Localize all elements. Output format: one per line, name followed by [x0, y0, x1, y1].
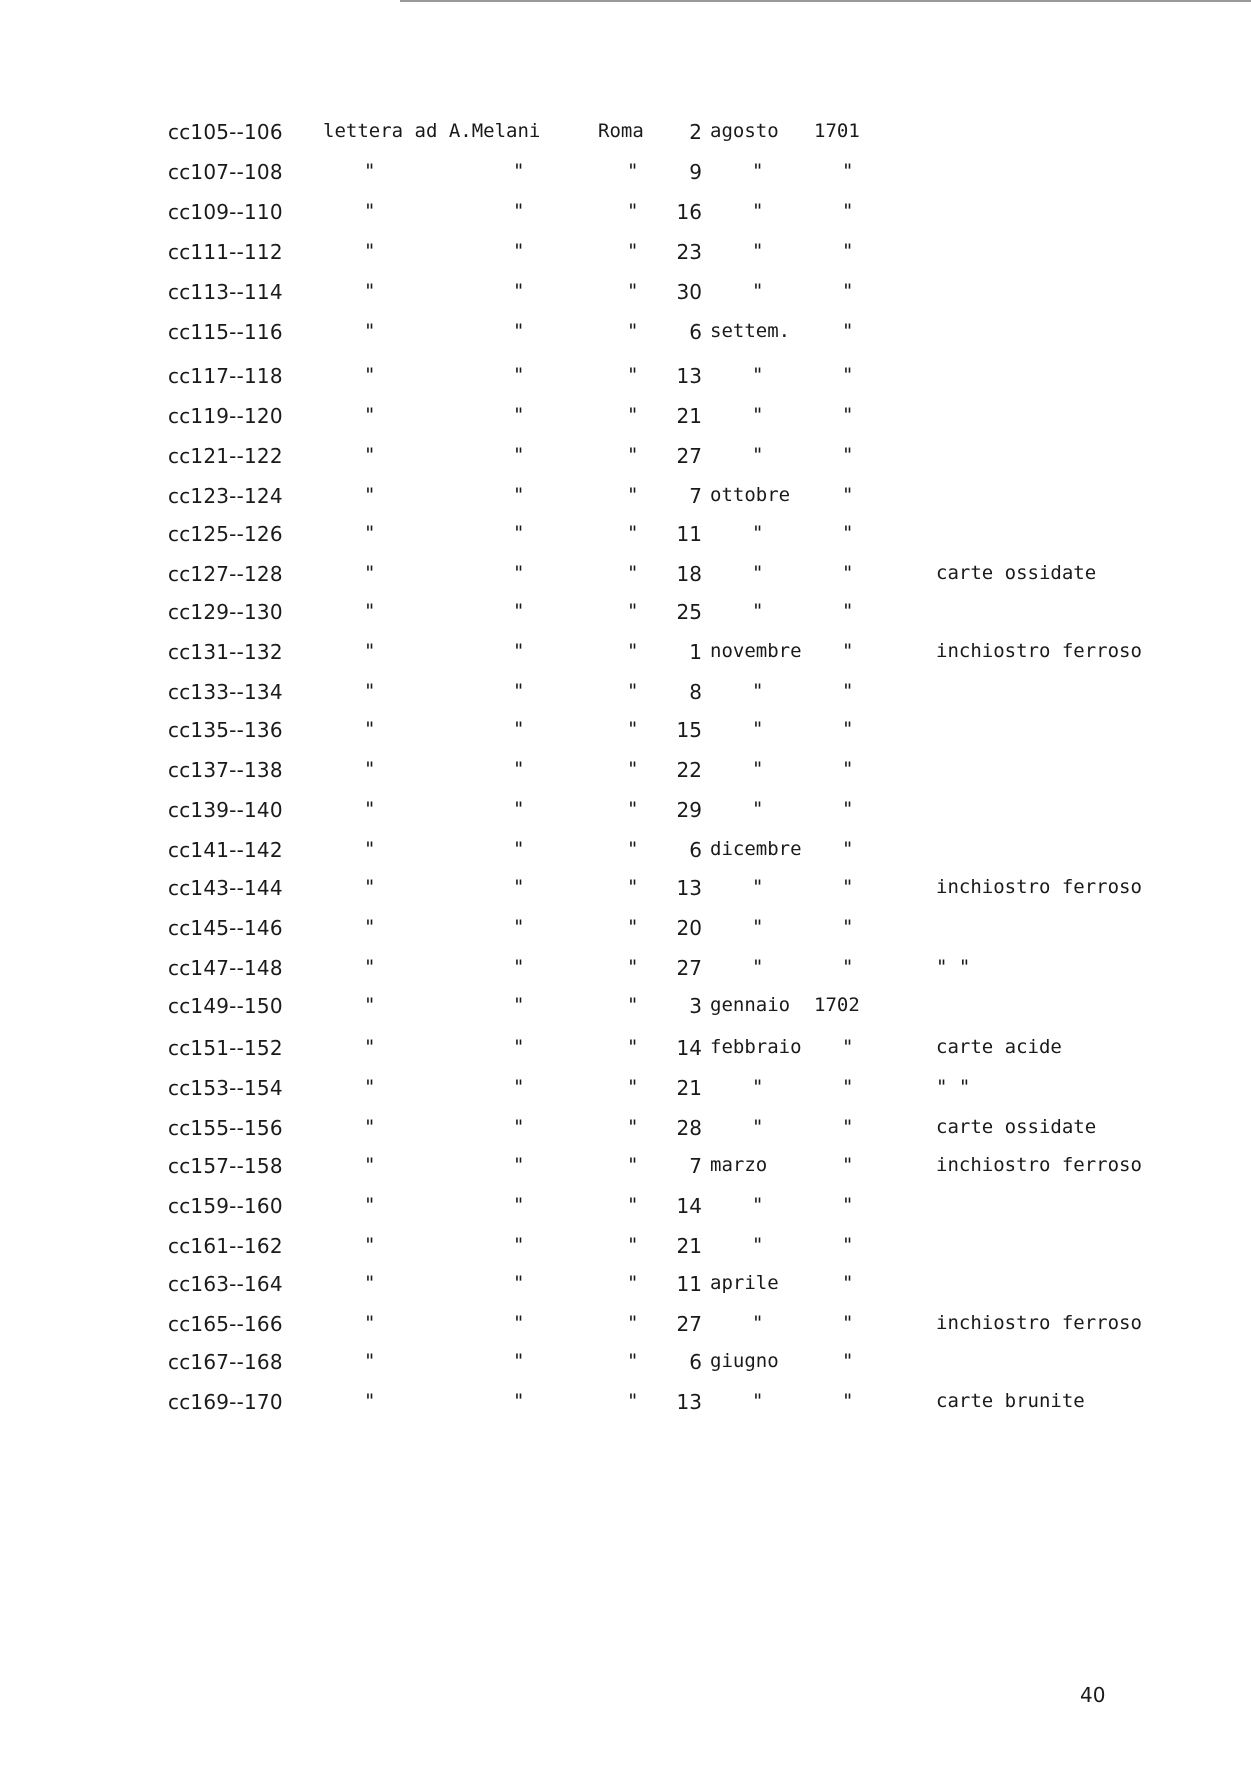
- month: ": [752, 600, 764, 622]
- table-row: [0, 956, 1251, 986]
- carte-reference: cc123--124: [168, 484, 283, 508]
- document-type: ": [364, 320, 376, 342]
- carte-reference: cc105--106: [168, 120, 283, 144]
- carte-reference: cc111--112: [168, 240, 283, 264]
- month: ": [752, 280, 764, 302]
- recipient-ditto: ": [513, 320, 525, 342]
- month: giugno: [710, 1350, 779, 1372]
- day: 21: [676, 1234, 702, 1258]
- table-row: [0, 600, 1251, 630]
- month: ": [752, 1076, 764, 1098]
- month: agosto: [710, 120, 779, 142]
- month: marzo: [710, 1154, 768, 1176]
- day: 8: [689, 680, 702, 704]
- document-type: ": [364, 956, 376, 978]
- month: ": [752, 522, 764, 544]
- recipient-ditto: ": [513, 994, 525, 1016]
- document-type: ": [364, 1272, 376, 1294]
- day: 6: [689, 1350, 702, 1374]
- day: 18: [676, 562, 702, 586]
- place: ": [627, 640, 639, 662]
- day: 3: [689, 994, 702, 1018]
- document-type: ": [364, 280, 376, 302]
- place: ": [627, 838, 639, 860]
- day: 15: [676, 718, 702, 742]
- year: ": [842, 1390, 854, 1412]
- document-type: ": [364, 1116, 376, 1138]
- month: ": [752, 1194, 764, 1216]
- condition-note: carte brunite: [936, 1390, 1085, 1412]
- table-row: [0, 484, 1251, 514]
- carte-reference: cc133--134: [168, 680, 283, 704]
- day: 21: [676, 1076, 702, 1100]
- table-row: [0, 1194, 1251, 1224]
- recipient-ditto: ": [513, 1194, 525, 1216]
- condition-note: " ": [936, 956, 971, 978]
- condition-note: carte ossidate: [936, 1116, 1097, 1138]
- month: ": [752, 876, 764, 898]
- month: febbraio: [710, 1036, 802, 1058]
- place: ": [627, 484, 639, 506]
- day: 13: [676, 364, 702, 388]
- table-row: [0, 838, 1251, 868]
- recipient-ditto: ": [513, 916, 525, 938]
- table-row: [0, 1350, 1251, 1380]
- table-row: [0, 1272, 1251, 1302]
- recipient-ditto: ": [513, 200, 525, 222]
- place: ": [627, 758, 639, 780]
- month: ottobre: [710, 484, 791, 506]
- document-type: ": [364, 640, 376, 662]
- place: ": [627, 994, 639, 1016]
- recipient-ditto: ": [513, 1076, 525, 1098]
- condition-note: inchiostro ferroso: [936, 876, 1142, 898]
- year: ": [842, 160, 854, 182]
- recipient-ditto: ": [513, 484, 525, 506]
- place: ": [627, 1234, 639, 1256]
- document-type: ": [364, 1390, 376, 1412]
- scan-edge-rule: [400, 0, 1251, 2]
- place: Roma: [598, 120, 644, 142]
- year: ": [842, 680, 854, 702]
- month: ": [752, 798, 764, 820]
- recipient-ditto: ": [513, 404, 525, 426]
- day: 25: [676, 600, 702, 624]
- document-type: ": [364, 562, 376, 584]
- table-row: [0, 120, 1251, 150]
- day: 14: [676, 1194, 702, 1218]
- month: ": [752, 404, 764, 426]
- day: 9: [689, 160, 702, 184]
- month: dicembre: [710, 838, 802, 860]
- year: ": [842, 876, 854, 898]
- year: ": [842, 798, 854, 820]
- year: ": [842, 1312, 854, 1334]
- carte-reference: cc141--142: [168, 838, 283, 862]
- year: ": [842, 1116, 854, 1138]
- table-row: [0, 916, 1251, 946]
- place: ": [627, 956, 639, 978]
- document-type: ": [364, 1154, 376, 1176]
- month: ": [752, 1116, 764, 1138]
- table-row: [0, 798, 1251, 828]
- document-type: ": [364, 522, 376, 544]
- day: 14: [676, 1036, 702, 1060]
- year: ": [842, 640, 854, 662]
- day: 11: [676, 522, 702, 546]
- carte-reference: cc117--118: [168, 364, 283, 388]
- place: ": [627, 916, 639, 938]
- recipient-ditto: ": [513, 600, 525, 622]
- year: ": [842, 718, 854, 740]
- recipient-ditto: ": [513, 876, 525, 898]
- day: 27: [676, 444, 702, 468]
- place: ": [627, 1272, 639, 1294]
- place: ": [627, 1076, 639, 1098]
- month: ": [752, 1312, 764, 1334]
- table-row: [0, 1312, 1251, 1342]
- year: 1701: [814, 120, 860, 142]
- table-row: [0, 994, 1251, 1024]
- year: ": [842, 1076, 854, 1098]
- table-row: [0, 444, 1251, 474]
- table-row: [0, 200, 1251, 230]
- year: ": [842, 280, 854, 302]
- table-row: [0, 718, 1251, 748]
- place: ": [627, 562, 639, 584]
- table-row: [0, 240, 1251, 270]
- recipient-ditto: ": [513, 522, 525, 544]
- place: ": [627, 522, 639, 544]
- carte-reference: cc113--114: [168, 280, 283, 304]
- place: ": [627, 1036, 639, 1058]
- place: ": [627, 1390, 639, 1412]
- year: ": [842, 600, 854, 622]
- carte-reference: cc169--170: [168, 1390, 283, 1414]
- place: ": [627, 600, 639, 622]
- month: ": [752, 200, 764, 222]
- document-type: ": [364, 444, 376, 466]
- year: ": [842, 838, 854, 860]
- table-row: [0, 1076, 1251, 1106]
- year: ": [842, 240, 854, 262]
- month: ": [752, 758, 764, 780]
- document-type: ": [364, 916, 376, 938]
- year: ": [842, 562, 854, 584]
- carte-reference: cc163--164: [168, 1272, 283, 1296]
- year: ": [842, 404, 854, 426]
- place: ": [627, 1154, 639, 1176]
- recipient-ditto: ": [513, 838, 525, 860]
- recipient-ditto: ": [513, 1390, 525, 1412]
- month: ": [752, 1234, 764, 1256]
- document-type: ": [364, 994, 376, 1016]
- day: 7: [689, 484, 702, 508]
- month: settem.: [710, 320, 791, 342]
- month: ": [752, 364, 764, 386]
- place: ": [627, 364, 639, 386]
- year: ": [842, 444, 854, 466]
- carte-reference: cc149--150: [168, 994, 283, 1018]
- place: ": [627, 1350, 639, 1372]
- recipient-ditto: ": [513, 956, 525, 978]
- year: ": [842, 484, 854, 506]
- page-number: 40: [1080, 1683, 1106, 1707]
- year: ": [842, 364, 854, 386]
- day: 1: [689, 640, 702, 664]
- month: ": [752, 1390, 764, 1412]
- document-type: ": [364, 240, 376, 262]
- recipient-ditto: ": [513, 160, 525, 182]
- recipient-ditto: ": [513, 680, 525, 702]
- carte-reference: cc107--108: [168, 160, 283, 184]
- month: ": [752, 680, 764, 702]
- place: ": [627, 798, 639, 820]
- document-type: ": [364, 1036, 376, 1058]
- table-row: [0, 280, 1251, 310]
- document-type: ": [364, 404, 376, 426]
- carte-reference: cc131--132: [168, 640, 283, 664]
- table-row: [0, 562, 1251, 592]
- day: 21: [676, 404, 702, 428]
- day: 23: [676, 240, 702, 264]
- carte-reference: cc147--148: [168, 956, 283, 980]
- condition-note: inchiostro ferroso: [936, 1312, 1142, 1334]
- place: ": [627, 1194, 639, 1216]
- table-row: [0, 160, 1251, 190]
- place: ": [627, 680, 639, 702]
- month: ": [752, 160, 764, 182]
- carte-reference: cc125--126: [168, 522, 283, 546]
- day: 27: [676, 1312, 702, 1336]
- month: ": [752, 444, 764, 466]
- carte-reference: cc151--152: [168, 1036, 283, 1060]
- recipient-ditto: ": [513, 640, 525, 662]
- carte-reference: cc109--110: [168, 200, 283, 224]
- table-row: [0, 1116, 1251, 1146]
- carte-reference: cc143--144: [168, 876, 283, 900]
- document-type: ": [364, 484, 376, 506]
- recipient-ditto: ": [513, 562, 525, 584]
- recipient-ditto: ": [513, 758, 525, 780]
- carte-reference: cc155--156: [168, 1116, 283, 1140]
- day: 29: [676, 798, 702, 822]
- document-type: ": [364, 838, 376, 860]
- place: ": [627, 1312, 639, 1334]
- document-type: ": [364, 1194, 376, 1216]
- recipient-ditto: ": [513, 1036, 525, 1058]
- day: 6: [689, 838, 702, 862]
- document-type: ": [364, 1234, 376, 1256]
- month: novembre: [710, 640, 802, 662]
- recipient-ditto: ": [513, 364, 525, 386]
- place: ": [627, 1116, 639, 1138]
- recipient-ditto: ": [513, 1350, 525, 1372]
- carte-reference: cc137--138: [168, 758, 283, 782]
- carte-reference: cc145--146: [168, 916, 283, 940]
- recipient-ditto: ": [513, 1234, 525, 1256]
- day: 2: [689, 120, 702, 144]
- year: ": [842, 1350, 854, 1372]
- recipient-ditto: ": [513, 718, 525, 740]
- carte-reference: cc167--168: [168, 1350, 283, 1374]
- recipient-ditto: ": [513, 444, 525, 466]
- table-row: [0, 320, 1251, 350]
- document-type: lettera ad A.Melani: [323, 120, 541, 142]
- year: ": [842, 1194, 854, 1216]
- year: 1702: [814, 994, 860, 1016]
- carte-reference: cc129--130: [168, 600, 283, 624]
- day: 28: [676, 1116, 702, 1140]
- place: ": [627, 718, 639, 740]
- document-type: ": [364, 1312, 376, 1334]
- place: ": [627, 160, 639, 182]
- place: ": [627, 280, 639, 302]
- table-row: [0, 1036, 1251, 1066]
- document-type: ": [364, 758, 376, 780]
- carte-reference: cc135--136: [168, 718, 283, 742]
- table-row: [0, 680, 1251, 710]
- table-row: [0, 640, 1251, 670]
- carte-reference: cc153--154: [168, 1076, 283, 1100]
- year: ": [842, 200, 854, 222]
- place: ": [627, 320, 639, 342]
- condition-note: inchiostro ferroso: [936, 1154, 1142, 1176]
- document-type: ": [364, 876, 376, 898]
- table-row: [0, 1154, 1251, 1184]
- condition-note: " ": [936, 1076, 971, 1098]
- condition-note: carte acide: [936, 1036, 1062, 1058]
- place: ": [627, 404, 639, 426]
- place: ": [627, 444, 639, 466]
- year: ": [842, 320, 854, 342]
- carte-reference: cc115--116: [168, 320, 283, 344]
- condition-note: carte ossidate: [936, 562, 1097, 584]
- month: ": [752, 718, 764, 740]
- recipient-ditto: ": [513, 280, 525, 302]
- month: ": [752, 916, 764, 938]
- condition-note: inchiostro ferroso: [936, 640, 1142, 662]
- day: 16: [676, 200, 702, 224]
- carte-reference: cc165--166: [168, 1312, 283, 1336]
- table-row: [0, 1390, 1251, 1420]
- day: 11: [676, 1272, 702, 1296]
- month: gennaio: [710, 994, 791, 1016]
- table-row: [0, 758, 1251, 788]
- document-type: ": [364, 718, 376, 740]
- day: 7: [689, 1154, 702, 1178]
- day: 13: [676, 876, 702, 900]
- recipient-ditto: ": [513, 798, 525, 820]
- recipient-ditto: ": [513, 1272, 525, 1294]
- year: ": [842, 956, 854, 978]
- place: ": [627, 200, 639, 222]
- day: 30: [676, 280, 702, 304]
- month: ": [752, 562, 764, 584]
- recipient-ditto: ": [513, 1154, 525, 1176]
- carte-reference: cc161--162: [168, 1234, 283, 1258]
- table-row: [0, 876, 1251, 906]
- document-type: ": [364, 680, 376, 702]
- day: 6: [689, 320, 702, 344]
- day: 22: [676, 758, 702, 782]
- recipient-ditto: ": [513, 240, 525, 262]
- carte-reference: cc159--160: [168, 1194, 283, 1218]
- document-type: ": [364, 160, 376, 182]
- year: ": [842, 1272, 854, 1294]
- carte-reference: cc121--122: [168, 444, 283, 468]
- year: ": [842, 1154, 854, 1176]
- month: aprile: [710, 1272, 779, 1294]
- document-type: ": [364, 600, 376, 622]
- document-type: ": [364, 1076, 376, 1098]
- carte-reference: cc157--158: [168, 1154, 283, 1178]
- table-row: [0, 522, 1251, 552]
- document-type: ": [364, 200, 376, 222]
- month: ": [752, 956, 764, 978]
- document-type: ": [364, 364, 376, 386]
- place: ": [627, 876, 639, 898]
- year: ": [842, 916, 854, 938]
- place: ": [627, 240, 639, 262]
- day: 27: [676, 956, 702, 980]
- carte-reference: cc139--140: [168, 798, 283, 822]
- year: ": [842, 1234, 854, 1256]
- day: 13: [676, 1390, 702, 1414]
- year: ": [842, 758, 854, 780]
- table-row: [0, 1234, 1251, 1264]
- carte-reference: cc127--128: [168, 562, 283, 586]
- table-row: [0, 364, 1251, 394]
- carte-reference: cc119--120: [168, 404, 283, 428]
- day: 20: [676, 916, 702, 940]
- month: ": [752, 240, 764, 262]
- recipient-ditto: ": [513, 1116, 525, 1138]
- document-type: ": [364, 1350, 376, 1372]
- year: ": [842, 1036, 854, 1058]
- document-type: ": [364, 798, 376, 820]
- recipient-ditto: ": [513, 1312, 525, 1334]
- table-row: [0, 404, 1251, 434]
- year: ": [842, 522, 854, 544]
